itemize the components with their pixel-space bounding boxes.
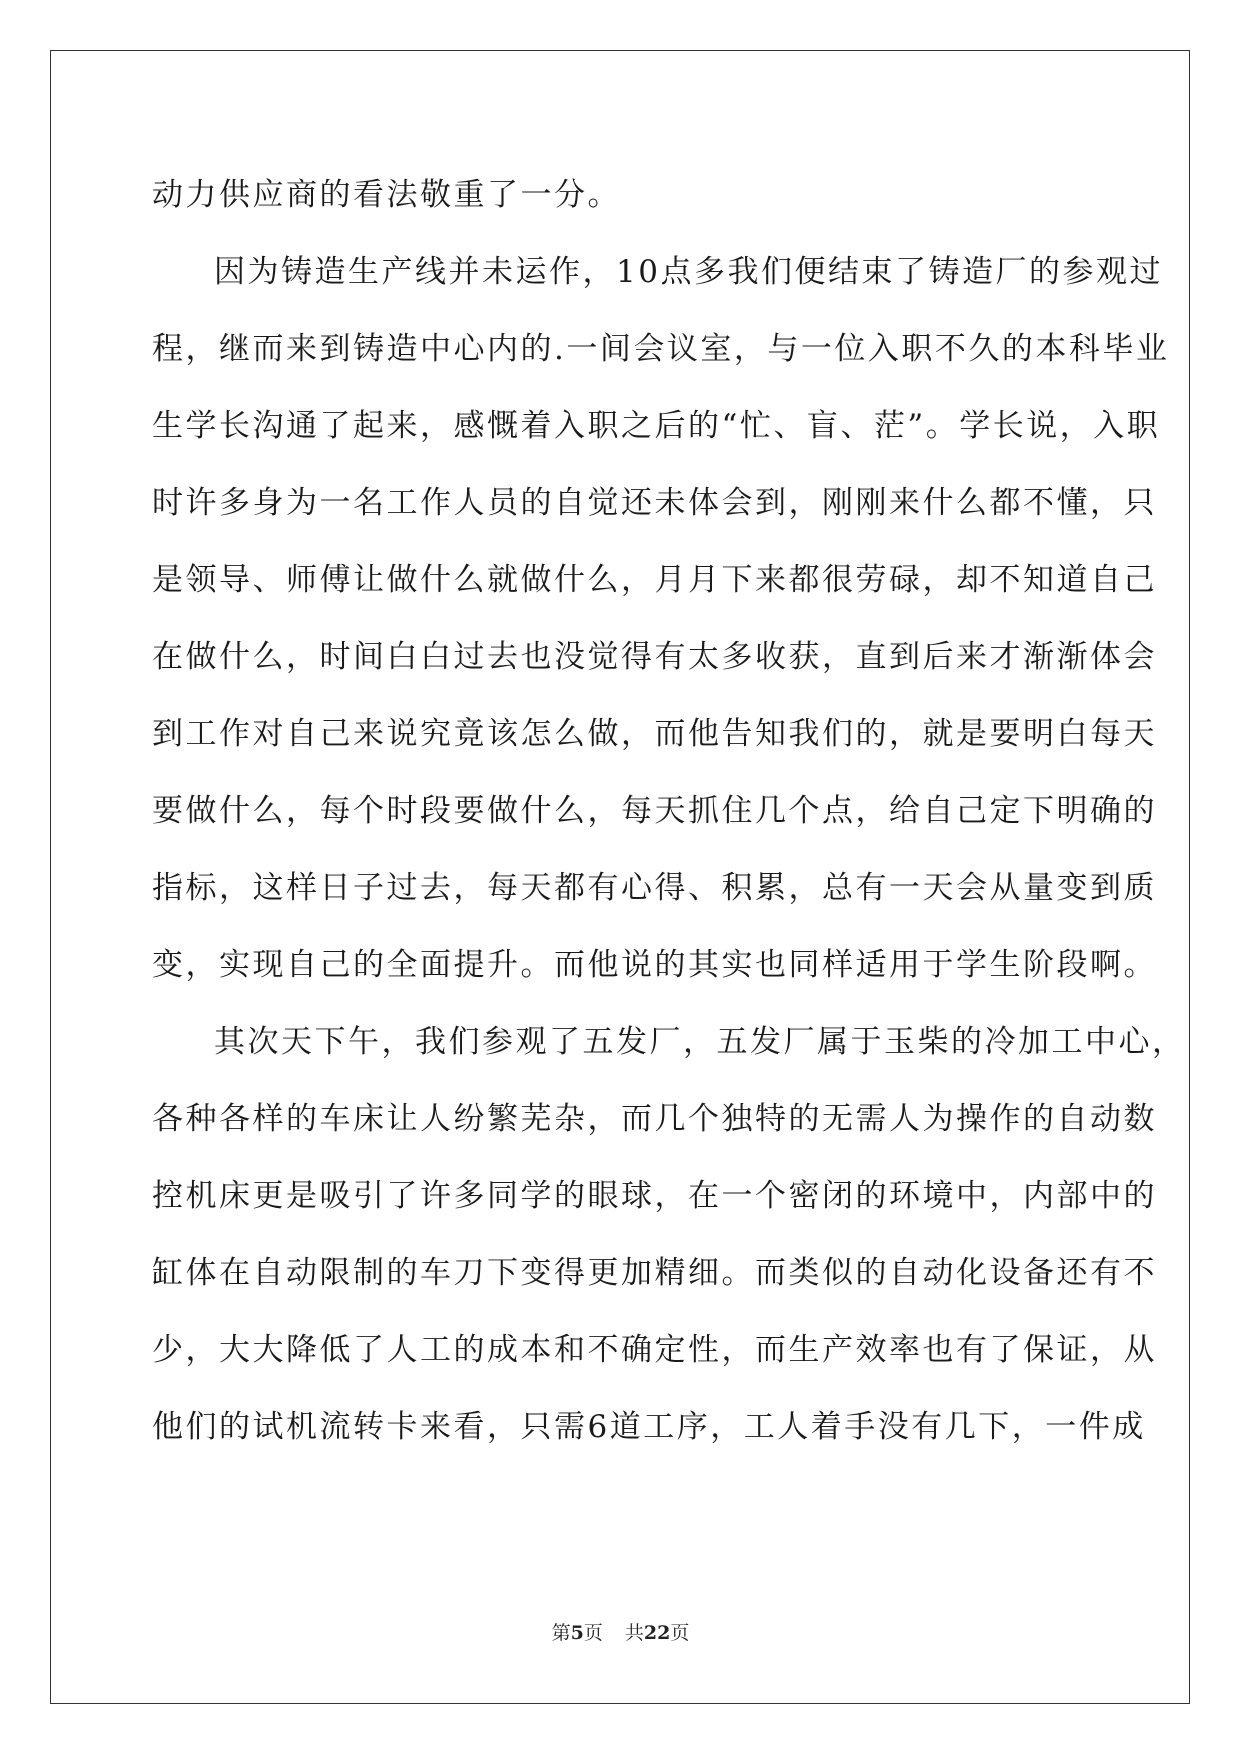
total-suffix: 页 <box>670 1622 690 1644</box>
page-number: 5 <box>570 1622 584 1644</box>
body-line: 各种各样的车床让人纷繁芜杂，而几个独特的无需人为操作的自动数 <box>152 1101 1157 1137</box>
body-line: 程，继而来到铸造中心内的.一间会议室，与一位入职不久的本科毕业 <box>152 331 1170 367</box>
page-prefix: 第 <box>551 1622 571 1644</box>
body-line: 变，实现自己的全面提升。而他说的其实也同样适用于学生阶段啊。 <box>152 947 1157 983</box>
total-prefix: 共 <box>624 1622 644 1644</box>
body-line: 时许多身为一名工作人员的自觉还未体会到，刚刚来什么都不懂，只 <box>152 485 1157 521</box>
body-line: 生学长沟通了起来，感慨着入职之后的“忙、盲、茫”。学长说，入职 <box>152 408 1161 444</box>
body-line: 是领导、师傅让做什么就做什么，月月下来都很劳碌，却不知道自己 <box>152 562 1157 598</box>
body-line: 控机床更是吸引了许多同学的眼球，在一个密闭的环境中，内部中的 <box>152 1178 1157 1214</box>
body-line: 到工作对自己来说究竟该怎么做，而他告知我们的，就是要明白每天 <box>152 716 1157 752</box>
body-line: 在做什么，时间白白过去也没觉得有太多收获，直到后来才渐渐体会 <box>152 639 1157 675</box>
body-line: 其次天下午，我们参观了五发厂，五发厂属于玉柴的冷加工中心， <box>214 1024 1186 1060</box>
total-pages: 22 <box>643 1622 671 1644</box>
body-line: 要做什么，每个时段要做什么，每天抓住几个点，给自己定下明确的 <box>152 793 1157 829</box>
body-line: 他们的试机流转卡来看，只需6道工序，工人着手没有几下，一件成 <box>152 1409 1146 1445</box>
body-line: 缸体在自动限制的车刀下变得更加精细。而类似的自动化设备还有不 <box>152 1255 1157 1291</box>
body-line: 因为铸造生产线并未运作，10点多我们便结束了铸造厂的参观过 <box>214 254 1163 290</box>
body-line: 指标，这样日子过去，每天都有心得、积累，总有一天会从量变到质 <box>152 870 1157 906</box>
page-footer <box>0 1618 1241 1645</box>
body-line: 少，大大降低了人工的成本和不确定性，而生产效率也有了保证，从 <box>152 1332 1157 1368</box>
page-suffix: 页 <box>583 1622 603 1644</box>
body-line: 动力供应商的看法敬重了一分。 <box>152 177 621 213</box>
document-body <box>152 157 1186 1466</box>
